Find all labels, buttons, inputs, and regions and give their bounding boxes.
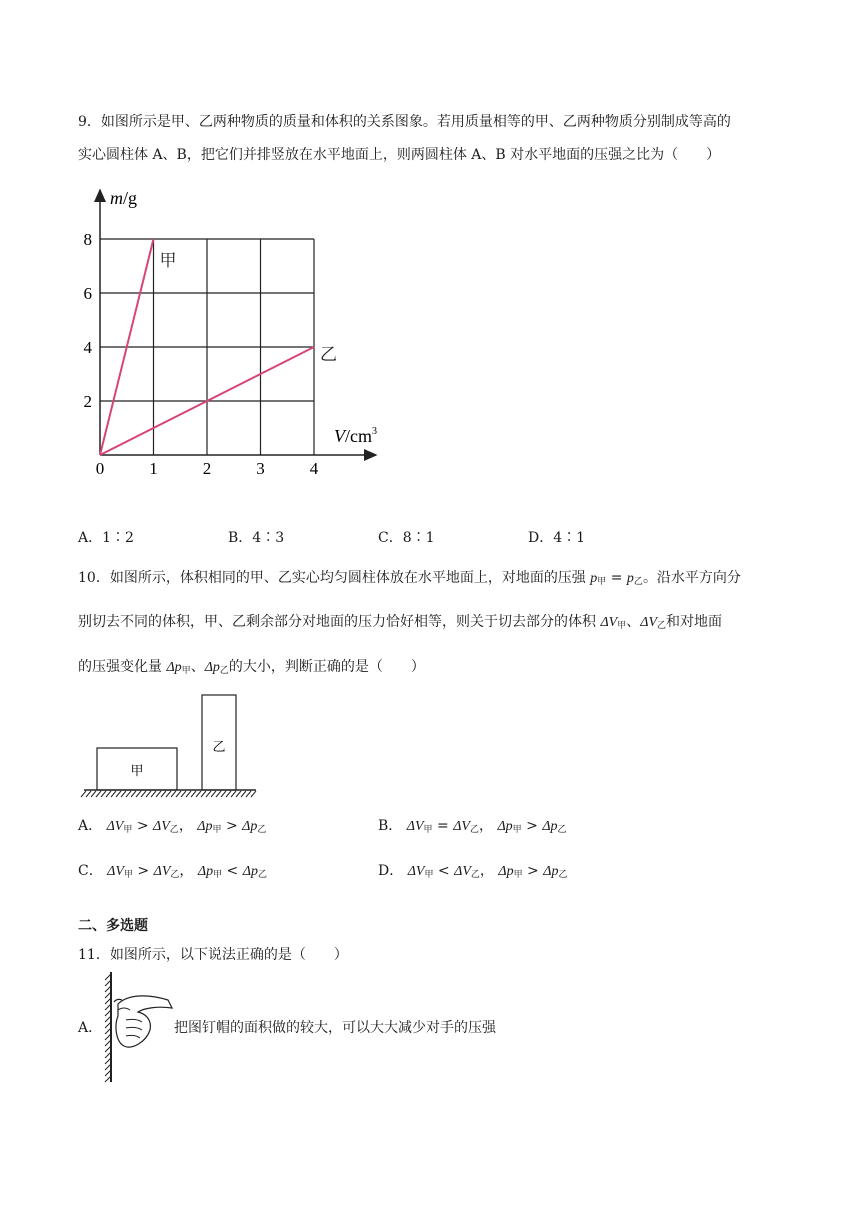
section-title-multi-choice: 二、多选题 (78, 918, 148, 934)
q9-option-b[interactable]: B．4∶3 (228, 530, 285, 546)
thumbtack-hand-illustration (98, 970, 178, 1084)
x-tick-label: 3 (256, 459, 265, 478)
y-tick-label: 2 (83, 392, 92, 411)
x-axis-label: $V/cm^3$ (334, 426, 377, 446)
q10-stem-line1: 10．如图所示，体积相同的甲、乙实心均匀圆柱体放在水平地面上，对地面的压强 $p_甲 = p_乙$。沿水平方向分 (78, 570, 741, 587)
cylinder-jia-label: 甲 (130, 763, 144, 778)
chart-ticks (84, 230, 319, 478)
ground-hatch (81, 791, 256, 797)
q10-option-b[interactable]: B． $\Delta V_甲 = \Delta V_乙$， $\Delta p_甲 > \Delta p_乙$ (378, 818, 567, 835)
q9-option-a[interactable]: A．1∶2 (78, 530, 134, 546)
x-tick-label: 2 (202, 459, 212, 478)
y-axis-label: m/g (110, 188, 138, 208)
q11-stem: 11．如图所示，以下说法正确的是（ ） (78, 947, 348, 963)
y-tick-label: 4 (83, 338, 92, 357)
y-tick-label: 6 (83, 284, 92, 303)
q9-option-d[interactable]: D．4∶1 (528, 530, 586, 546)
q11-option-a-label[interactable]: A． (78, 1020, 103, 1036)
series-label-yi: 乙 (320, 345, 337, 364)
series-label-jia: 甲 (159, 251, 177, 270)
q10-stem-line2: 别切去不同的体积，甲、乙剩余部分对地面的压力恰好相等，则关于切去部分的体积 $\Delta V_甲$、$\Delta V_乙$和对地面 (78, 614, 723, 631)
q10-option-a[interactable]: A． $\Delta V_甲 > \Delta V_乙$， $\Delta p_甲 > \Delta p_乙$ (78, 818, 267, 835)
q9-option-c[interactable]: C．8∶1 (378, 530, 435, 546)
cylinders-figure (80, 690, 260, 802)
q9-stem-line2: 实心圆柱体 A、B，把它们并排竖放在水平地面上，则两圆柱体 A、B 对水平地面的压强之比为（ ） (78, 147, 721, 163)
q10-option-d[interactable]: D． $\Delta V_甲 < \Delta V_乙$， $\Delta p_甲 > \Delta p_乙$ (378, 863, 568, 880)
mass-volume-chart (80, 180, 400, 480)
q10-option-c[interactable]: C． $\Delta V_甲 > \Delta V_乙$， $\Delta p_甲 < \Delta p_乙$ (78, 863, 267, 880)
cylinder-yi-label: 乙 (212, 739, 226, 754)
q9-stem-line1: 9．如图所示是甲、乙两种物质的质量和体积的关系图象。若用质量相等的甲、乙两种物质分别制成等高的 (78, 114, 731, 130)
x-tick-label: 1 (149, 459, 158, 478)
q11-option-a-text: 把图钉帽的面积做的较大，可以大大减少对手的压强 (174, 1020, 496, 1036)
chart-grid (100, 239, 314, 455)
q10-stem-line3: 的压强变化量 $\Delta p_甲$、$\Delta p_乙$的大小，判断正确的是（ ） (78, 659, 425, 676)
x-tick-label: 0 (95, 459, 105, 478)
x-tick-label: 4 (309, 459, 319, 478)
y-tick-label: 8 (83, 230, 92, 249)
